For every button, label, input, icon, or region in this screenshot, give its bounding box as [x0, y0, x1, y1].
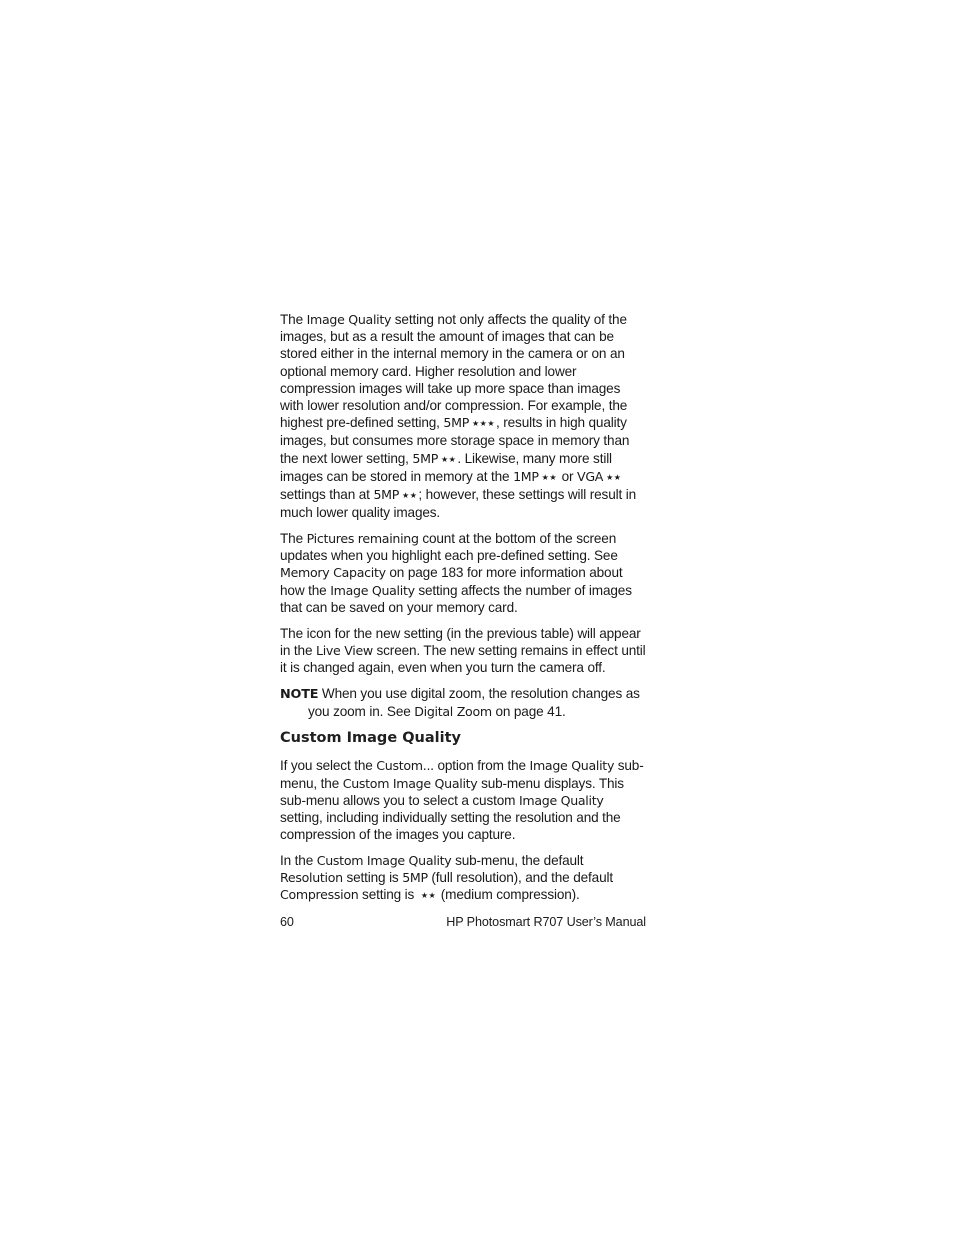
main-text-column — [280, 311, 646, 913]
ui-term-5mp: 5MP — [443, 415, 469, 431]
manual-title: HP Photosmart R707 User’s Manual — [446, 915, 646, 929]
section-heading-custom-image-quality: Custom Image Quality — [280, 730, 461, 747]
ui-term-5mp: 5MP — [402, 870, 428, 886]
ui-term-digital-zoom: Digital Zoom — [414, 704, 492, 720]
three-star-icon: ★★★ — [472, 419, 496, 429]
ui-term-vga: VGA — [577, 468, 604, 484]
ui-term-pictures-remaining: Pictures remaining — [306, 531, 419, 547]
ui-term-image-quality: Image Quality — [529, 758, 615, 774]
page-number: 60 — [280, 915, 294, 929]
note-digital-zoom: NOTE When you use digital zoom, the resolution changes as you zoom in. See Digital Zoom on page 41. — [280, 685, 640, 720]
ui-term-custom-image-quality: Custom Image Quality — [342, 775, 478, 791]
paragraph-image-quality-intro: The Image Quality setting not only affects the quality of the images, but as a result the amount of images that can be stored either in the internal memory in the camera or on an optional memory card. Higher resolution and lower compression images will take up more space than images with lower resolution and/or compression. For example, the highest pre-defined setting, 5MP ★★★, results in high quality images, but consumes more storage space in memory than the next lower setting, 5MP ★★. Likewise, many more still images can be stored in memory at the 1MP ★★ or VGA ★★ settings than at 5MP ★★; however, these settings will result in much lower quality images. — [280, 312, 637, 521]
ui-term-5mp: 5MP — [412, 450, 438, 466]
ui-term-resolution: Resolution — [280, 870, 343, 886]
paragraph-pictures-remaining: The Pictures remaining count at the bottom of the screen updates when you highlight each pre-defined setting. See Memory Capacity on page 183 for more information about how the Image Quality setting affects the number of images that can be saved on your memory card. — [280, 531, 632, 615]
paragraph-custom-defaults: In the Custom Image Quality sub-menu, the default Resolution setting is 5MP (full resolution), and the default Compression setting is ★★ (medium compression). — [280, 853, 613, 903]
ui-term-memory-capacity: Memory Capacity — [280, 565, 386, 581]
two-star-icon: ★★ — [541, 472, 557, 482]
two-star-icon: ★★ — [441, 454, 457, 464]
note-label: NOTE — [280, 686, 319, 702]
ui-term-5mp: 5MP — [373, 487, 400, 503]
ui-term-image-quality: Image Quality — [518, 792, 604, 808]
ui-term-image-quality: Image Quality — [330, 582, 415, 598]
two-star-icon: ★★ — [420, 891, 437, 901]
ui-term-compression: Compression — [280, 887, 359, 903]
paragraph-custom-submenu: If you select the Custom... option from the Image Quality sub-menu, the Custom Image Quality sub-menu displays. This sub-menu allows you to select a custom Image Quality setting, including individually setting the resolution and the compression of the images you capture. — [280, 758, 644, 843]
ui-term-image-quality: Image Quality — [306, 312, 392, 327]
two-star-icon: ★★ — [402, 491, 418, 501]
ui-term-1mp: 1MP — [513, 468, 539, 484]
two-star-icon: ★★ — [606, 472, 622, 482]
ui-term-custom-image-quality: Custom Image Quality — [316, 853, 452, 869]
paragraph-live-view-icon: The icon for the new setting (in the previous table) will appear in the Live View screen. The new setting remains in effect until it is changed again, even when you turn the camera off. — [280, 625, 646, 676]
ui-term-live-view: Live View — [315, 642, 373, 658]
ui-term-custom: Custom... — [376, 758, 434, 774]
